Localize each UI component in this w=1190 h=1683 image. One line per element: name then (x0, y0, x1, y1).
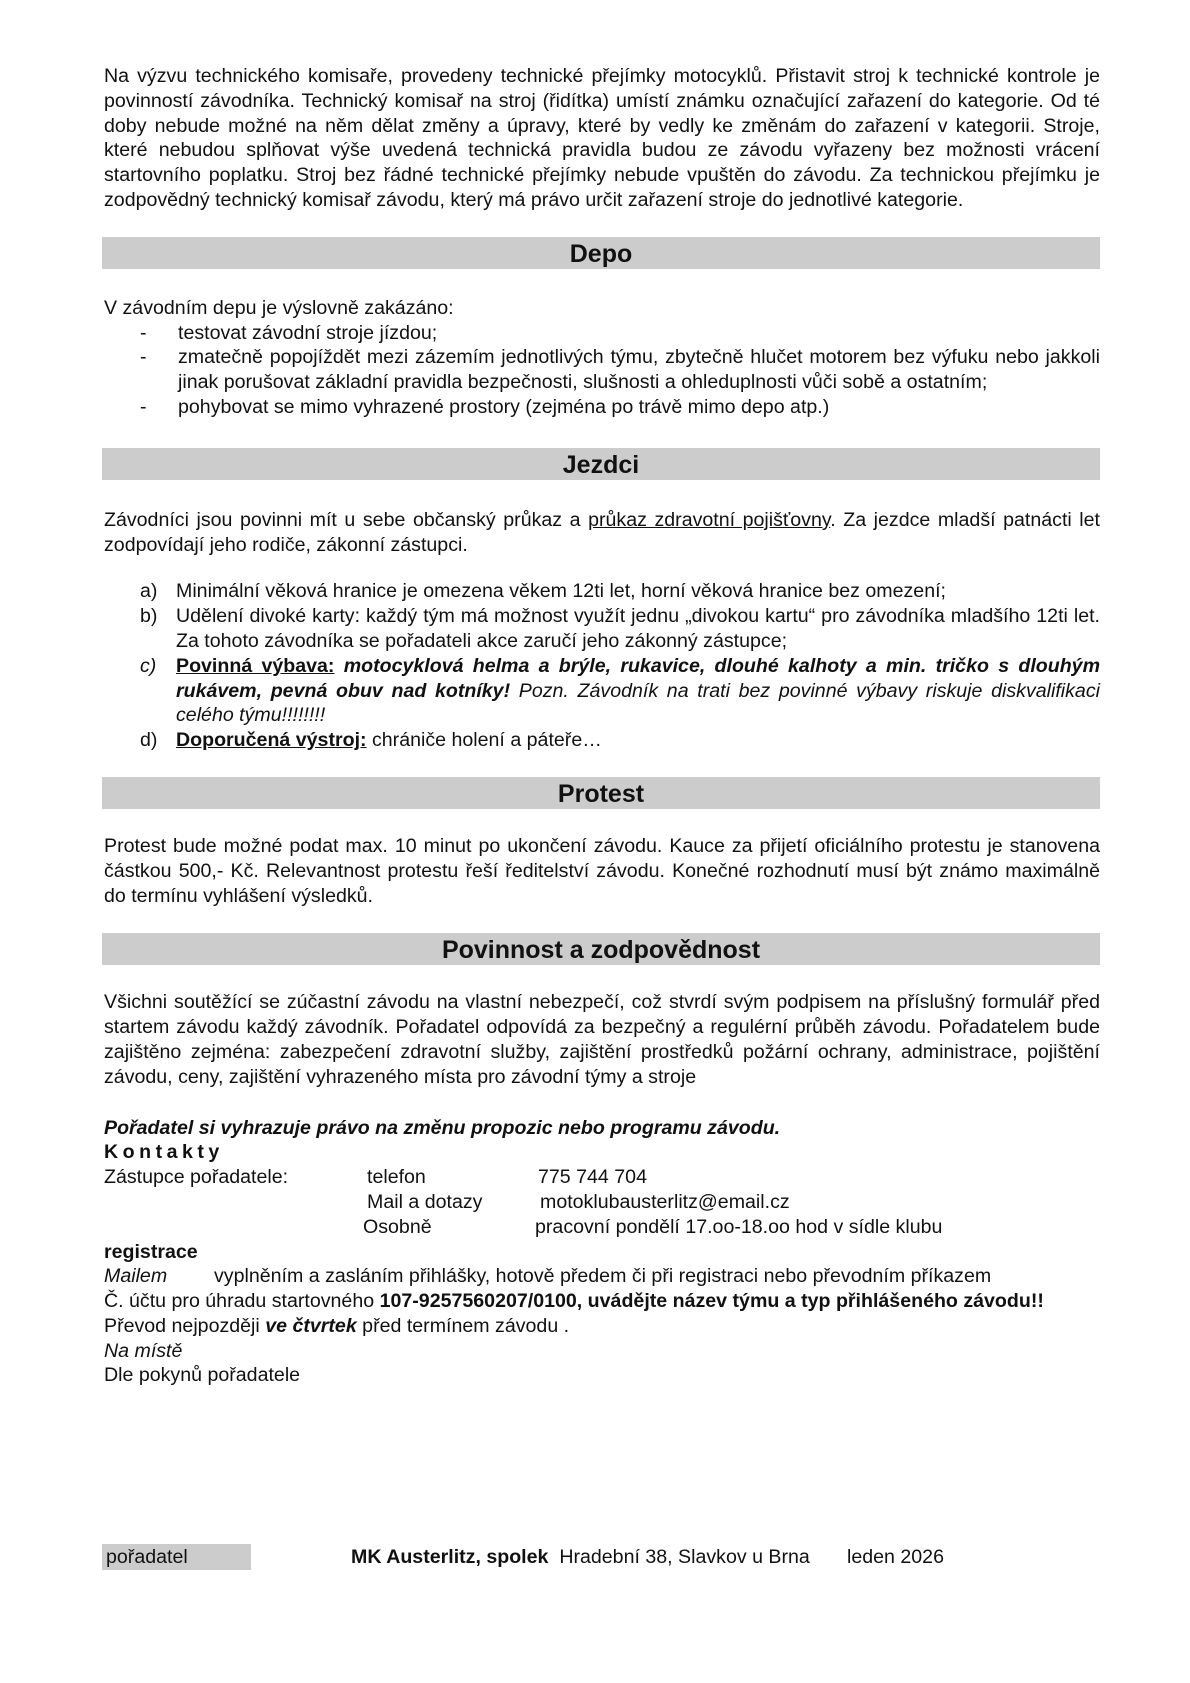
contact-type: telefon (367, 1166, 426, 1189)
contact-type: Osobně (363, 1215, 432, 1238)
list-item: - testovat závodní stroje jízdou; (140, 321, 438, 344)
contacts-table (104, 1165, 1100, 1239)
list-item: - pohybovat se mimo vyhrazené prostory (zejména po trávě mimo depo atp.) (140, 395, 830, 418)
registration-heading: registrace (104, 1240, 198, 1263)
intro-paragraph: Na výzvu technického komisaře, provedeny technické přejímky motocyklů. Přistavit stroj k technické kontrole je povinností závodníka. Technický komisař na stroj (řidítka) umístí známku označující zařazení do kategorie. Od té doby nebude možné na něm dělat změny a úpravy, které by vedly ke změnám do zařazení v kategorii. Stroje, které nebudou splňovat výše uvedená technická pravidla budou ze závodu vyřazeny bez možnosti vrácení startovního poplatku. Stroj bez řádné technické přejímky nebude vpuštěn do závodu. Za technickou přejímku je zodpovědný technický komisař závodu, který má právo určit zařazení stroje do jednotlivé kategorie. (104, 65, 1100, 211)
contact-type: Mail a dotazy (367, 1190, 483, 1213)
phone-number: 775 744 704 (538, 1166, 647, 1189)
povinnost-paragraph: Všichni soutěžící se zúčastní závodu na vlastní nebezpečí, což stvrdí svým podpisem na příslušný formulář před startem závodu každý závodník. Pořadatel odpovídá za bezpečný a regulérní průběh závodu. Pořadatelem bude zajištěno zejména: zabezpečení zdravotní služby, zajištění prostředků požární ochrany, administrace, pojištění závodu, ceny, zajištění vyhrazeného místa pro závodní týmy a stroje (104, 991, 1100, 1088)
list-item: a) Minimální věková hranice je omezena věkem 12ti let, horní věková hranice bez omezení; (140, 580, 946, 603)
list-item: b) Udělení divoké karty: každý tým má možnost využít jednu „divokou kartu“ pro závodníka mladšího 12ti let. Za tohoto závodníka se pořadateli akce zaručí jeho zákonný zástupce; (140, 605, 1100, 652)
dash-bullet: - (140, 346, 147, 369)
jezdci-paragraph: Závodníci jsou povinni mít u sebe občanský průkaz a průkaz zdravotní pojišťovny. Za jezdce mladší patnácti let zodpovídají jeho rodiče, zákonní zástupci. (104, 508, 1100, 556)
section-heading-depo: Depo (102, 237, 1100, 269)
list-item: c) Povinná výbava: motocyklová helma a brýle, rukavice, dlouhé kalhoty a min. tričko s dlouhým rukávem, pevná obuv nad kotníky! Pozn. Závodník na trati bez povinné výbavy riskuje diskvalifikaci celého týmu!!!!!!!! (140, 654, 1100, 727)
email-address: motoklubausterlitz@email.cz (540, 1190, 790, 1213)
depo-lead: V závodním depu je výslovně zakázáno: (104, 296, 454, 319)
organizer-tag: pořadatel (102, 1544, 251, 1570)
contact-row (104, 1215, 1100, 1240)
bank-account-number: 107-9257560207/0100, uvádějte název týmu a typ přihlášeného závodu!! (379, 1290, 1044, 1313)
document-date: leden 2026 (847, 1546, 944, 1568)
organizer-address: Hradební 38, Slavkov u Brna (559, 1546, 810, 1568)
footer (104, 1544, 1104, 1570)
health-insurance-card-text: průkaz zdravotní pojišťovny (588, 508, 831, 531)
organizer-name: MK Austerlitz, spolek (351, 1546, 549, 1568)
registration-mail-line: Mailem vyplněním a zasláním přihlášky, hotově předem či při registraci nebo převodním příkazem (104, 1265, 992, 1288)
contact-row (104, 1165, 1100, 1190)
organizer-info (351, 1544, 810, 1570)
onsite-text: Dle pokynů pořadatele (104, 1364, 301, 1387)
mandatory-equipment-label: Povinná výbava: (176, 654, 335, 677)
representative-label: Zástupce pořadatele: (104, 1166, 289, 1189)
section-heading-jezdci: Jezdci (102, 448, 1100, 480)
onsite-label: Na místě (104, 1339, 183, 1362)
contact-row (104, 1190, 1100, 1215)
list-item: d) Doporučená výstroj: chrániče holení a páteře… (140, 729, 602, 752)
document-page (104, 64, 1100, 1388)
change-notice: Pořadatel si vyhrazuje právo na změnu propozic nebo programu závodu. (104, 1116, 781, 1139)
jezdci-rules-list (104, 579, 1100, 753)
depo-prohibited-list (104, 321, 1100, 420)
protest-paragraph: Protest bude možné podat max. 10 minut po ukončení závodu. Kauce za přijetí oficiálního protestu je stanovena částkou 500,- Kč. Relevantnost protestu řeší ředitelství závodu. Konečné rozhodnutí musí být známo maximálně do termínu vyhlášení výsledků. (104, 834, 1100, 907)
bank-account-line: Č. účtu pro úhradu startovného 107-9257560207/0100, uvádějte název týmu a typ přihlášeného závodu!! (104, 1290, 1044, 1313)
transfer-deadline-line: Převod nejpozději ve čtvrtek před termínem závodu . (104, 1314, 570, 1337)
mail-label: Mailem (104, 1265, 168, 1288)
list-item: - zmatečně popojíždět mezi zázemím jednotlivých týmu, zbytečně hlučet motorem bez výfuku nebo jakkoli jinak porušovat základní pravidla bezpečnosti, slušnosti a ohleduplnosti vůči sobě a ostatním; (140, 346, 1100, 394)
office-hours: pracovní pondělí 17.oo-18.oo hod v sídle klubu (535, 1215, 943, 1238)
recommended-gear-label: Doporučená výstroj: (176, 729, 367, 752)
contacts-heading: Kontakty (104, 1141, 224, 1164)
dash-bullet: - (140, 321, 147, 344)
section-heading-povinnost: Povinnost a zodpovědnost (102, 933, 1100, 965)
dash-bullet: - (140, 395, 147, 418)
section-heading-protest: Protest (102, 777, 1100, 809)
